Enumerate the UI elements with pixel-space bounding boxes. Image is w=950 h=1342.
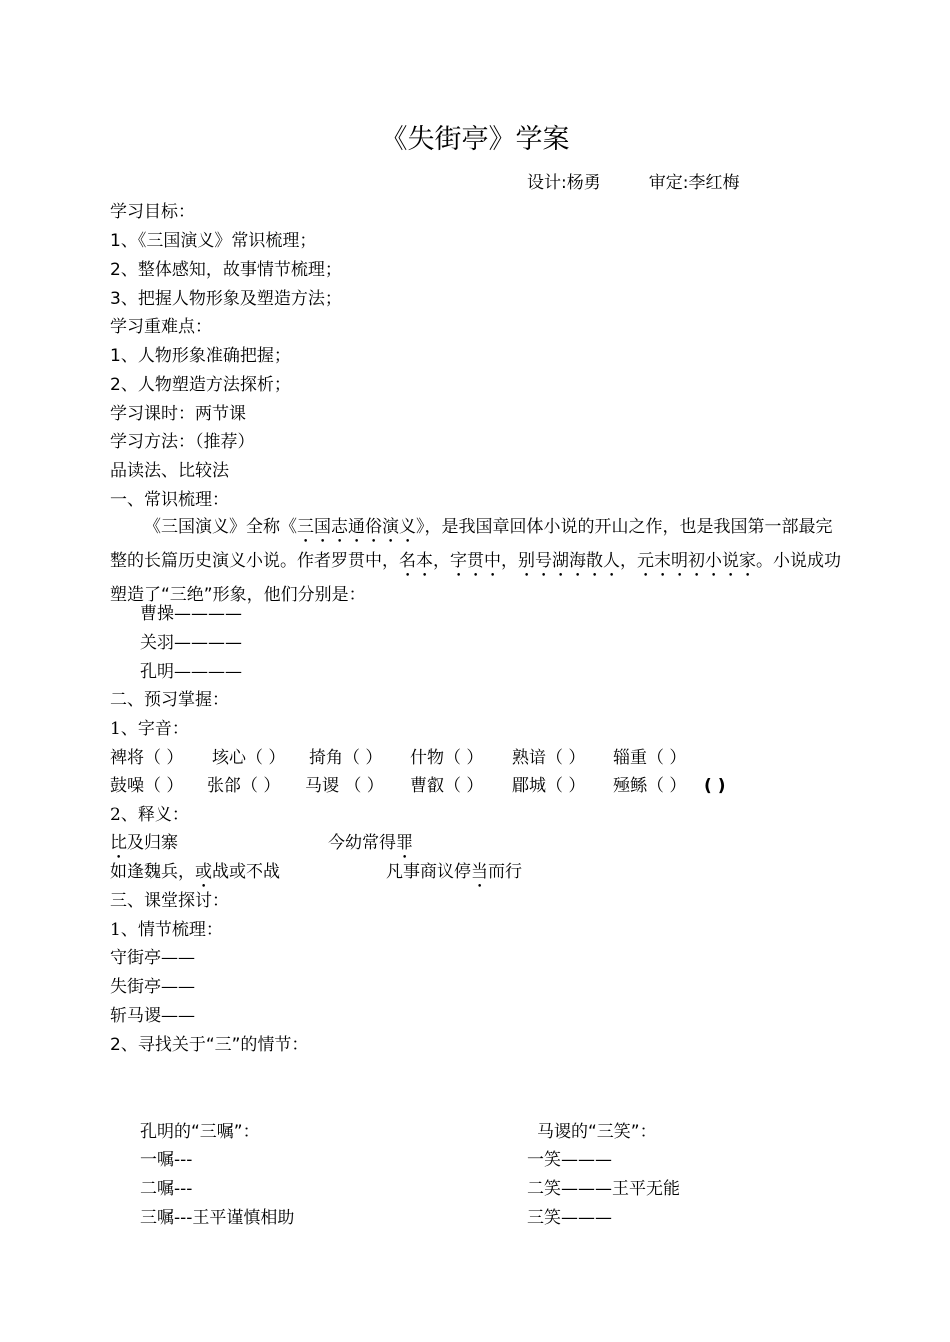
para-text: 《三国演义》全称《	[144, 517, 297, 537]
section2-heading: 二、预习掌握：	[110, 690, 229, 710]
right-column-item: 三笑———	[527, 1208, 612, 1228]
plot-heading: 1、情节梳理：	[110, 920, 223, 940]
plot-item: 失街亭——	[110, 977, 195, 997]
definition-heading: 2、释义：	[110, 805, 189, 825]
figure-item: 关羽————	[140, 633, 242, 653]
key-point-item: 2、人物塑造方法探析；	[110, 375, 291, 395]
objectives-heading: 学习目标：	[110, 202, 195, 222]
definition-keyword: 罪	[396, 833, 413, 853]
document-title: 《失街亭》学案	[380, 124, 570, 155]
left-column-heading: 孔明的“三嘱”：	[140, 1122, 260, 1142]
pronunciation-item: 什物（ ）	[410, 748, 484, 768]
para-text: 。小说成功塑造了“三绝”形象，他们分别是：	[110, 551, 841, 605]
class-hours: 学习课时：两节课	[110, 404, 246, 424]
section3-heading: 三、课堂探讨：	[110, 891, 229, 911]
three-heading: 2、寻找关于“三”的情节：	[110, 1035, 309, 1055]
right-column-item: 一笑———	[527, 1150, 612, 1170]
definition-item	[386, 858, 522, 892]
author-line	[527, 170, 739, 196]
definition-text: 今幼常得	[328, 833, 396, 853]
pronunciation-item: 垓心（ ）	[212, 748, 286, 768]
definition-text: 而行	[488, 862, 522, 882]
left-column-item: 一嘱---	[140, 1150, 193, 1170]
pronunciation-extra: ( )	[704, 776, 726, 796]
pronunciation-row	[110, 772, 830, 801]
designer-label: 设计:杨勇	[527, 173, 601, 193]
objective-item: 2、整体感知，故事情节梳理；	[110, 260, 342, 280]
definition-keyword: 或	[195, 862, 212, 882]
key-points-heading: 学习重难点：	[110, 317, 212, 337]
pronunciation-item: 张郃（ ）	[207, 776, 281, 796]
definition-text: 及归寨	[127, 833, 178, 853]
pronunciation-item: 鼓噪（ ）	[110, 776, 184, 796]
para-emphasis: 三国志通俗演义	[297, 517, 416, 537]
section1-heading: 一、常识梳理：	[110, 490, 229, 510]
pronunciation-item: 辎重（ ）	[613, 748, 687, 768]
definition-text: 战或不战	[212, 862, 280, 882]
right-column-heading: 马谡的“三笑”：	[537, 1122, 657, 1142]
pronunciation-item: 曹叡（ ）	[410, 776, 484, 796]
method-heading: 学习方法：（推荐）	[110, 432, 255, 452]
definition-row	[110, 829, 830, 858]
objective-item: 3、把握人物形象及塑造方法；	[110, 289, 342, 309]
reviewer-label: 审定:李红梅	[648, 173, 740, 193]
definition-keyword: 比	[110, 833, 127, 853]
pronunciation-heading: 1、字音：	[110, 719, 189, 739]
pronunciation-item: 熟谙（ ）	[512, 748, 586, 768]
definition-keyword: 当	[471, 862, 488, 882]
left-column-item: 二嘱---	[140, 1179, 193, 1199]
plot-item: 守街亭——	[110, 948, 195, 968]
figure-item: 孔明————	[140, 662, 242, 682]
objective-item: 1、《三国演义》常识梳理；	[110, 231, 317, 251]
definition-row	[110, 858, 830, 887]
section1-paragraph	[110, 513, 842, 610]
para-emphasis: 名本，字贯中，别号湖海散人，元末明初小说家	[399, 551, 756, 571]
pronunciation-item: 马谡 （ ）	[305, 776, 384, 796]
para-text: 》，是我国章回体小说的开山之作，也是我国第一部最完整的长篇历史演义小说。作者罗贯中，	[110, 517, 833, 571]
pronunciation-item: 掎角（ ）	[309, 748, 383, 768]
definition-text: 如逢魏兵，	[110, 862, 195, 882]
pronunciation-item: 郿城（ ）	[512, 776, 586, 796]
figure-item: 曹操————	[140, 604, 242, 624]
pronunciation-item: 殛鲧（ ）	[613, 776, 687, 796]
pronunciation-item: 裨将（ ）	[110, 748, 184, 768]
key-point-item: 1、人物形象准确把握；	[110, 346, 291, 366]
pronunciation-row	[110, 744, 830, 773]
method-text: 品读法、比较法	[110, 461, 229, 481]
left-column-item: 三嘱---王平谨慎相助	[140, 1208, 295, 1228]
definition-text: 凡事商议停	[386, 862, 471, 882]
right-column-item: 二笑———王平无能	[527, 1179, 680, 1199]
plot-item: 斩马谡——	[110, 1006, 195, 1026]
